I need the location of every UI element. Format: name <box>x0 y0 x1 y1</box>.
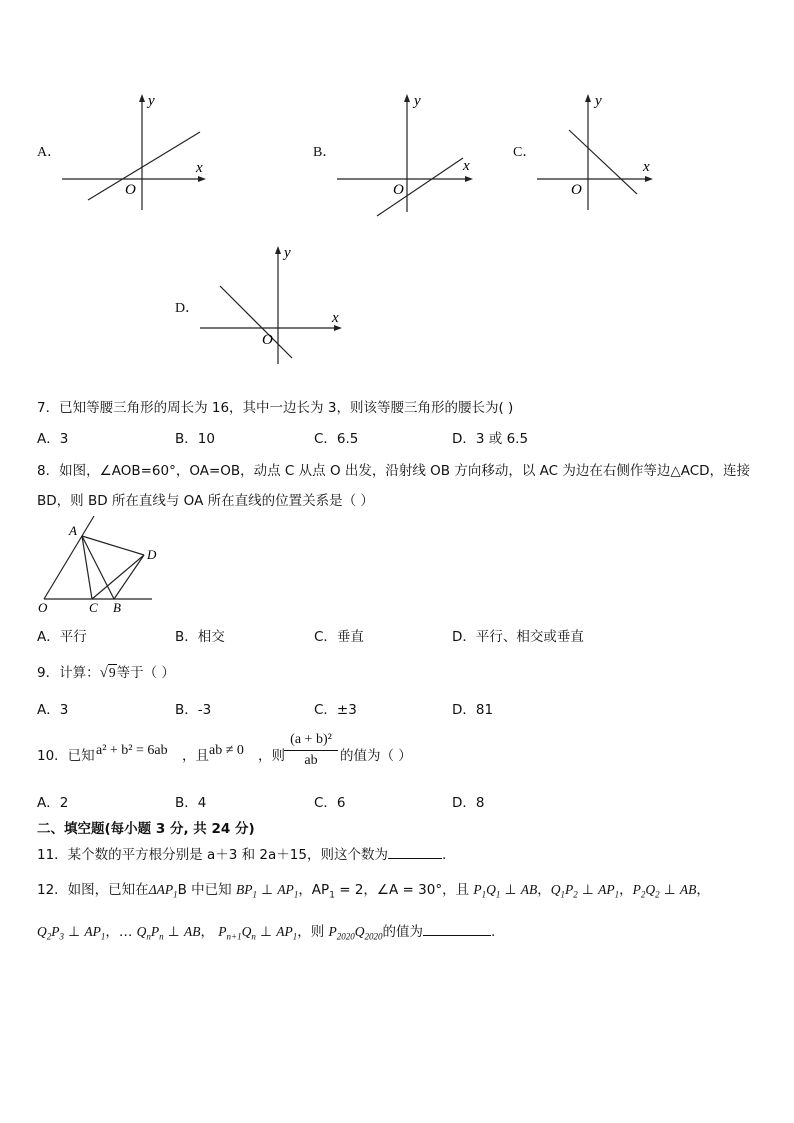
x-axis-label: x <box>332 310 339 326</box>
origin-label: O <box>393 182 404 198</box>
q9-option-d: D．81 <box>452 702 494 718</box>
q12-p2: B 中已知 <box>177 882 232 898</box>
point-c-label: C <box>89 600 98 615</box>
q8-figure <box>34 512 166 616</box>
answer-blank[interactable] <box>423 923 491 936</box>
q12-line2: $Q_2P_3$ ⊥ $AP_1$，… $Q_nP_n$ ⊥ AB， $P_{n+1}Q_n$ ⊥ $AP_1$，则 $P_{2020}Q_{2020}$的值为 . <box>37 924 496 942</box>
x-axis-label: x <box>196 160 203 176</box>
q12-p3: ，AP <box>298 882 330 898</box>
q12-end: . <box>491 924 496 940</box>
fraction-denominator: ab <box>304 753 318 768</box>
q12-intro: 12．如图，已知在 <box>37 882 149 898</box>
q9-option-c: C．±3 <box>314 702 357 718</box>
q10-option-d: D．8 <box>452 795 485 811</box>
q8-line2: BD，则 BD 所在直线与 OA 所在直线的位置关系是（ ） <box>37 493 374 509</box>
triangle-name: ΔAP <box>148 882 174 897</box>
q9-option-b: B．-3 <box>175 702 212 718</box>
q7-stem: 7．已知等腰三角形的周长为 16，其中一边长为 3，则该等腰三角形的腰长为( ) <box>37 400 514 416</box>
q10-option-b: B．4 <box>175 795 207 811</box>
graph-d <box>196 240 346 370</box>
q7-option-a: A．3 <box>37 431 69 447</box>
option-b-label: B． <box>313 145 337 160</box>
q10-middle2: ，则 <box>258 748 285 764</box>
q10-middle: ，且 <box>182 748 209 764</box>
q8-option-d: D．平行、相交或垂直 <box>452 629 584 645</box>
q7-option-d: D．3 或 6.5 <box>452 431 529 447</box>
q9-prefix: 9．计算： <box>37 665 100 681</box>
option-a-label: A． <box>37 145 62 160</box>
q12-line1: 12．如图，已知在$\Delta AP_1B$ 中已知 $BP_1$ ⊥ $AP_1$，$AP_1 = 2$，∠A = 30°，且 $P_1Q_1$ ⊥ AB，$Q_1P_2$ ⊥ $AP_1$，$P_2Q_2$ ⊥ AB， <box>37 882 710 901</box>
option-d-label: D． <box>175 301 200 316</box>
fraction-numerator: (a + b)² <box>284 732 338 751</box>
graph-b <box>333 88 485 220</box>
q9-stem <box>37 661 175 682</box>
point-b-label: B <box>113 600 121 615</box>
q12-p4: = 2，∠A = 30°，且 <box>334 882 470 898</box>
y-axis-label: y <box>284 245 291 261</box>
sqrt-radicand: 9 <box>108 665 116 680</box>
q8-line1: 8．如图，∠AOB=60°，OA=OB，动点 C 从点 O 出发，沿射线 OB 方向移动，以 AC 为边在右侧作等边△ACD，连接 <box>37 463 751 479</box>
q8-option-a: A．平行 <box>37 629 87 645</box>
q9-option-a: A．3 <box>37 702 69 718</box>
origin-label: O <box>125 182 136 198</box>
q10-equation: a² + b² = 6ab <box>96 743 168 758</box>
q8-option-c: C．垂直 <box>314 629 364 645</box>
origin-label: O <box>571 182 582 198</box>
q7-option-c: C．6.5 <box>314 431 359 447</box>
option-c-label: C． <box>513 145 537 160</box>
q9-suffix: 等于（ ） <box>116 665 175 681</box>
q11-text: 11．某个数的平方根分别是 a＋3 和 2a＋15，则这个数为 <box>37 847 388 863</box>
y-axis-label: y <box>148 93 155 109</box>
section-2-title: 二、填空题(每小题 3 分, 共 24 分) <box>37 821 255 837</box>
q12-triangle: $\Delta AP_1$ <box>148 882 178 900</box>
q10-condition: ab ≠ 0 <box>209 743 244 758</box>
y-axis-label: y <box>595 93 602 109</box>
point-a-label: A <box>69 523 77 538</box>
q10-option-a: A．2 <box>37 795 69 811</box>
q10-suffix: 的值为（ ） <box>340 748 412 764</box>
q10-prefix: 10．已知 <box>37 748 95 764</box>
x-axis-label: x <box>643 159 650 175</box>
q7-option-b: B．10 <box>175 431 215 447</box>
sqrt-expression: √9 <box>99 665 116 681</box>
q8-option-b: B．相交 <box>175 629 225 645</box>
q11-stem <box>37 843 446 863</box>
graph-a <box>58 88 210 213</box>
origin-label: O <box>262 332 273 348</box>
q12-ask: 的值为 <box>382 924 423 940</box>
q11-end: . <box>441 847 447 863</box>
point-o-label: O <box>38 600 48 615</box>
q10-option-c: C．6 <box>314 795 346 811</box>
y-axis-label: y <box>414 93 421 109</box>
graph-c <box>533 88 663 213</box>
answer-blank[interactable] <box>388 846 442 859</box>
x-axis-label: x <box>463 158 470 174</box>
point-d-label: D <box>147 547 157 562</box>
q10-fraction <box>284 732 338 769</box>
